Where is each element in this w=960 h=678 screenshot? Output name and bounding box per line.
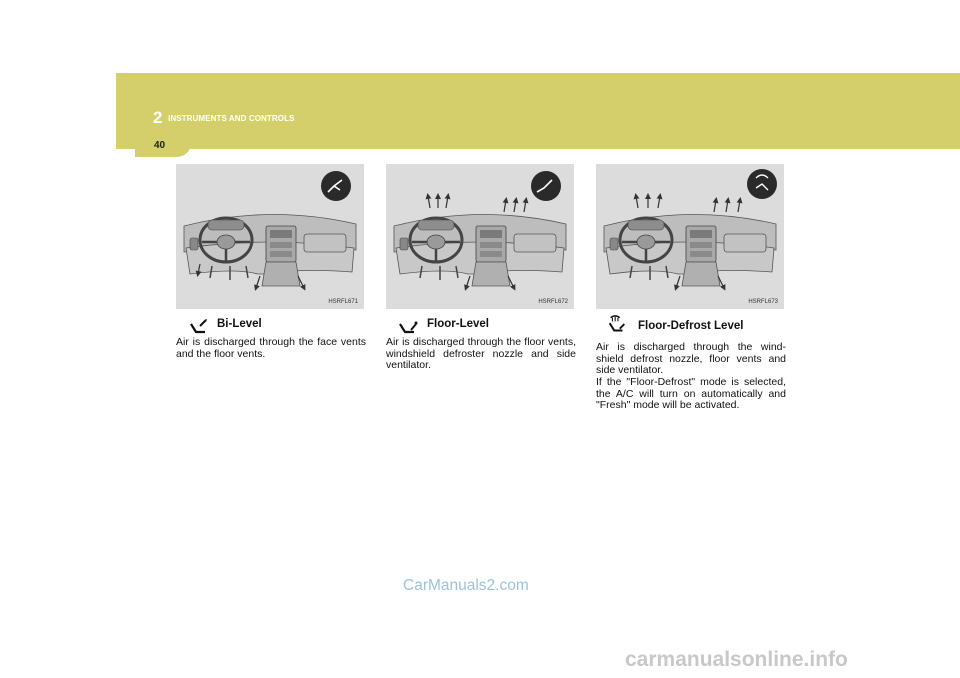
chapter-title: INSTRUMENTS AND CONTROLS [168, 114, 295, 123]
mode-title-floor-level: Floor-Level [427, 318, 489, 330]
figure-code: HSRFL673 [748, 299, 778, 305]
figure-bi-level [176, 164, 364, 309]
chapter-number: 2 [153, 108, 163, 127]
floor-level-icon [396, 316, 420, 338]
figure-code: HSRFL671 [328, 299, 358, 305]
page-number: 40 [154, 140, 166, 151]
mode-note-floor-defrost: If the "Floor-Defrost" mode is selected, the A/C will turn on automatically and "Fresh" mode will be activated. [596, 376, 786, 411]
floor-defrost-icon [605, 314, 629, 336]
bi-level-icon [187, 316, 211, 338]
footer-site: carmanualsonline.info [625, 648, 848, 671]
figure-floor-level [386, 164, 574, 309]
mode-description-floor-level: Air is discharged through the floor vents, windshield defroster nozzle and side ventilator. [386, 336, 576, 371]
mode-title-floor-defrost: Floor-Defrost Level [638, 320, 744, 332]
watermark: CarManuals2.com [403, 577, 529, 594]
mode-description-floor-defrost: Air is discharged through the wind- shield defrost nozzle, floor vents and side ventilator. [596, 341, 786, 376]
figure-floor-defrost [596, 164, 784, 309]
mode-description-bi-level: Air is discharged through the face vents and the floor vents. [176, 336, 366, 360]
header-band [116, 73, 960, 149]
mode-title-bi-level: Bi-Level [217, 318, 262, 330]
figure-code: HSRFL672 [538, 299, 568, 305]
